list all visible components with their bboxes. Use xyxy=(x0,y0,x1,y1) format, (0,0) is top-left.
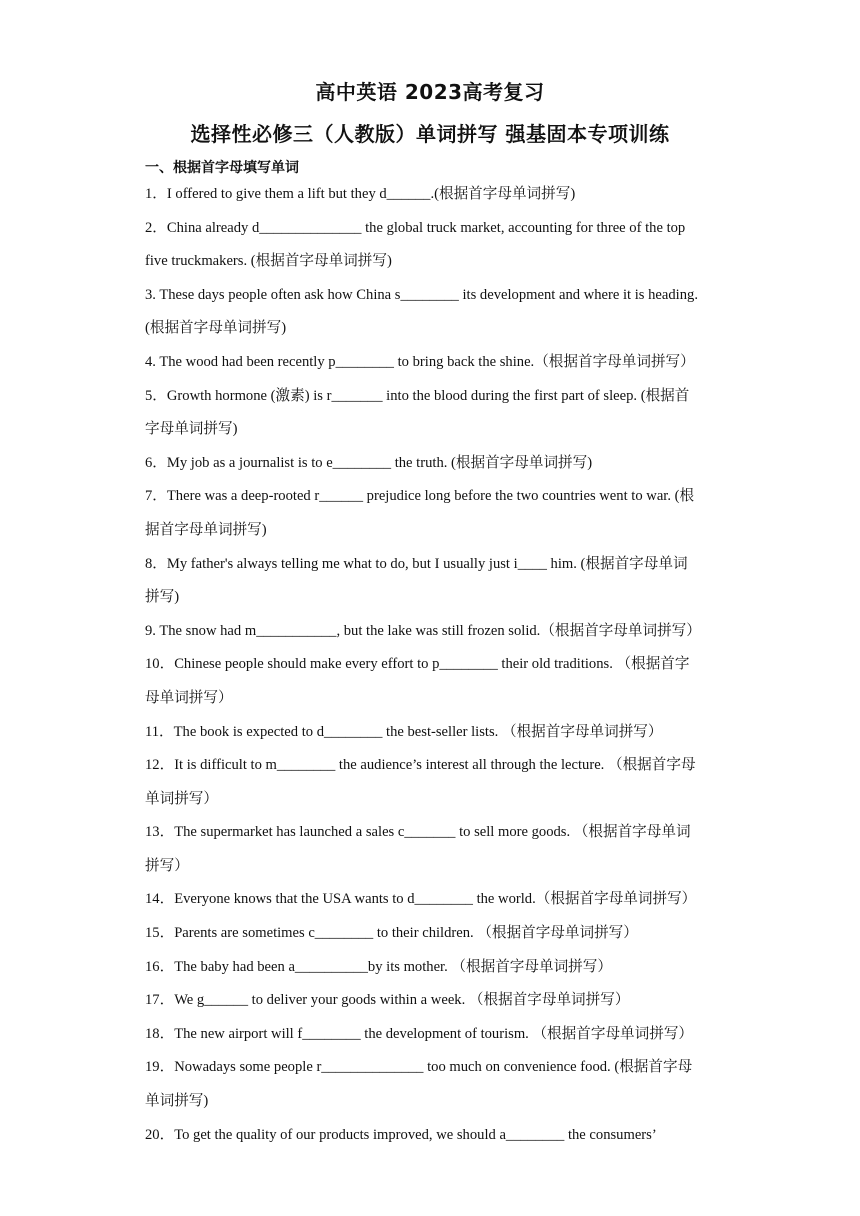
question-line-continued: 母单词拼写） xyxy=(145,689,233,706)
question-line: 12．It is difficult to m________ the audience’s interest all through the lecture. （根据首字母 xyxy=(145,757,696,774)
question-line: 15．Parents are sometimes c________ to their children. （根据首字母单词拼写） xyxy=(145,925,638,942)
question-line: 14．Everyone knows that the USA wants to d________ the world.（根据首字母单词拼写） xyxy=(145,891,697,908)
question-line-continued: 单词拼写） xyxy=(145,790,218,807)
section-heading: 一、根据首字母填写单词 xyxy=(145,160,299,176)
question-line: 3. These days people often ask how China s________ its development and where it is heading. xyxy=(145,286,698,303)
question-line: 19．Nowadays some people r______________ too much on convenience food. (根据首字母 xyxy=(145,1059,693,1076)
question-line: 17．We g______ to deliver your goods within a week. （根据首字母单词拼写） xyxy=(145,992,630,1009)
question-line: 13．The supermarket has launched a sales c_______ to sell more goods. （根据首字母单词 xyxy=(145,824,691,841)
question-line-continued: 单词拼写) xyxy=(145,1093,209,1110)
document-title: 高中英语 2023高考复习 xyxy=(315,80,545,104)
question-line: 20．To get the quality of our products improved, we should a________ the consumers’ xyxy=(145,1126,657,1143)
question-line: 5．Growth hormone (激素) is r_______ into the blood during the first part of sleep. (根据首 xyxy=(145,387,690,404)
question-line-continued: 字母单词拼写) xyxy=(145,421,238,438)
question-line: 2．China already d______________ the global truck market, accounting for three of the top xyxy=(145,219,686,236)
question-line-continued: 据首字母单词拼写) xyxy=(145,521,267,538)
question-line: 6．My job as a journalist is to e________ the truth. (根据首字母单词拼写) xyxy=(145,454,593,471)
question-line-continued: 拼写) xyxy=(145,589,180,606)
question-line: 1．I offered to give them a lift but they d______.(根据首字母单词拼写) xyxy=(145,186,576,202)
question-list xyxy=(145,178,720,1152)
question-line: 18．The new airport will f________ the development of tourism. （根据首字母单词拼写） xyxy=(145,1025,694,1042)
question-line: 7．There was a deep-rooted r______ prejudice long before the two countries went to war. (根 xyxy=(145,488,695,505)
question-line: 10．Chinese people should make every effort to p________ their old traditions. （根据首字 xyxy=(145,656,690,673)
question-line-continued: 拼写） xyxy=(145,857,189,874)
document-subtitle: 选择性必修三（人教版）单词拼写 强基固本专项训练 xyxy=(190,122,670,146)
question-line-continued: (根据首字母单词拼写) xyxy=(145,320,287,337)
question-line: 8．My father's always telling me what to do, but I usually just i____ him. (根据首字母单词 xyxy=(145,555,688,572)
question-line: 4. The wood had been recently p________ to bring back the shine.（根据首字母单词拼写） xyxy=(145,353,695,370)
question-line: 16．The baby had been a__________by its mother. （根据首字母单词拼写） xyxy=(145,958,612,975)
question-line: 9. The snow had m___________, but the lake was still frozen solid.（根据首字母单词拼写） xyxy=(145,622,701,639)
question-line-continued: five truckmakers. (根据首字母单词拼写) xyxy=(145,253,392,270)
question-line: 11．The book is expected to d________ the best-seller lists. （根据首字母单词拼写） xyxy=(145,723,663,740)
